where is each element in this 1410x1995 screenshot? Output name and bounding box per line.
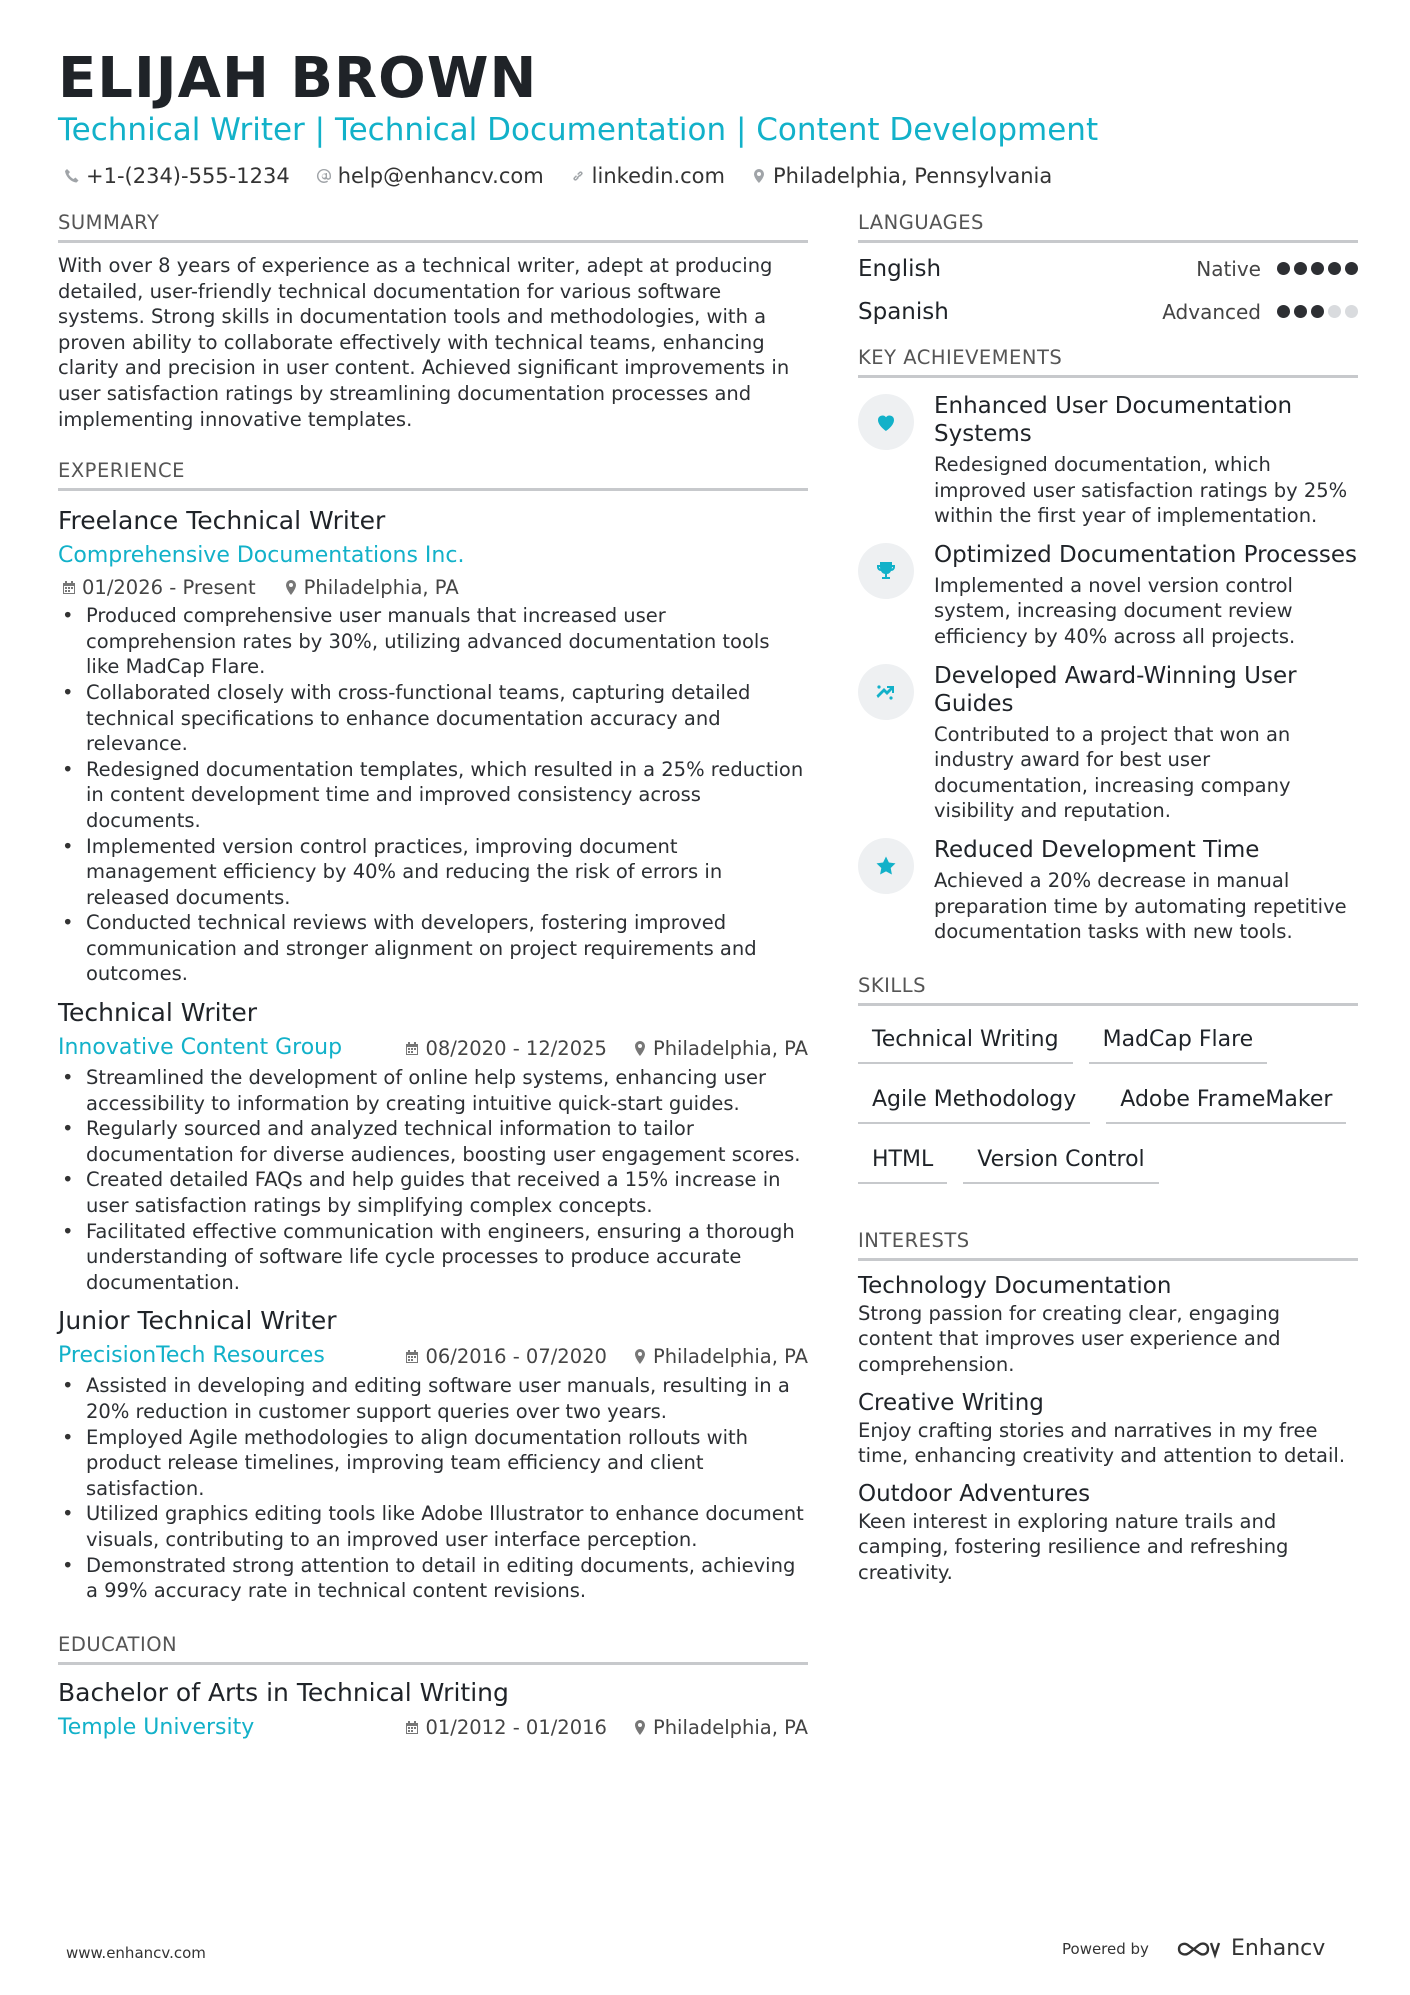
- right-column: [858, 210, 1358, 1585]
- interest-title: Technology Documentation: [858, 1272, 1172, 1299]
- left-column: [58, 210, 808, 1743]
- achievement-desc: Redesigned documentation, which improved user satisfaction ratings by 25% within the first year of implementation.: [934, 453, 1348, 528]
- interests-section: [858, 1228, 1358, 1586]
- job-bullet: • Assisted in developing and editing software user manuals, resulting in a 20% reduction in customer support queries over two years.: [58, 1373, 808, 1424]
- location-pin-icon: [284, 580, 298, 595]
- achievement-item: [858, 836, 1358, 945]
- job-title: Junior Technical Writer: [58, 1306, 337, 1336]
- skill-tag: Adobe FrameMaker: [1106, 1078, 1346, 1124]
- growth-arrow-icon: [874, 680, 898, 704]
- achievement-item: [858, 662, 1358, 824]
- headline: Technical Writer | Technical Documentation | Content Development: [58, 112, 1099, 148]
- calendar-icon: [62, 580, 76, 595]
- skill-tag: MadCap Flare: [1089, 1018, 1268, 1064]
- job-bullet: • Employed Agile methodologies to align documentation rollouts with product release timelines, improving team efficiency and client satisfaction.: [58, 1425, 808, 1502]
- star-icon: [874, 854, 898, 878]
- job-location: Philadelphia, PA: [284, 576, 459, 599]
- job-bullet: • Facilitated effective communication with engineers, ensuring a thorough understanding of software life cycle processes to produce accurate documentation.: [58, 1219, 808, 1296]
- contact-phone: +1-(234)-555-1234: [64, 161, 290, 191]
- job-bullet: • Redesigned documentation templates, which resulted in a 25% reduction in content development time and improved consistency across documents.: [58, 757, 808, 834]
- job-entry: [58, 1305, 808, 1603]
- job-title: Technical Writer: [58, 998, 258, 1028]
- rating-dot-filled: [1311, 262, 1324, 275]
- job-location: Philadelphia, PA: [633, 1345, 808, 1368]
- interest-desc: Enjoy crafting stories and narratives in my free time, enhancing creativity and attention to detail.: [858, 1418, 1346, 1468]
- at-icon: [316, 168, 332, 184]
- job-bullet: • Implemented version control practices, improving document management efficiency by 40% and reducing the risk of errors in released documents.: [58, 834, 808, 911]
- achievement-desc: Contributed to a project that won an industry award for best user documentation, increasing company visibility and reputation.: [934, 722, 1291, 823]
- candidate-name: ELIJAH BROWN: [58, 46, 538, 111]
- skills-section: [858, 973, 1358, 1184]
- job-bullet: • Regularly sourced and analyzed technical information to tailor documentation for diverse audiences, boosting user engagement scores.: [58, 1116, 808, 1167]
- company-name: PrecisionTech Resources: [58, 1343, 325, 1369]
- achievement-title: Optimized Documentation Processes: [934, 541, 1358, 568]
- language-row: [858, 247, 1358, 290]
- skill-tag: Technical Writing: [858, 1018, 1073, 1064]
- location-pin-icon: [751, 168, 767, 184]
- job-bullet: • Created detailed FAQs and help guides that received a 15% increase in user satisfaction ratings by simplifying complex concepts.: [58, 1167, 808, 1218]
- rating-dot-filled: [1277, 305, 1290, 318]
- interest-desc: Keen interest in exploring nature trails and camping, fostering resilience and refreshing creativity.: [858, 1509, 1289, 1584]
- achievement-item: [858, 541, 1358, 650]
- rating-dot-empty: [1345, 305, 1358, 318]
- section-title-education: EDUCATION: [58, 1632, 808, 1665]
- job-bullets: [58, 1373, 808, 1603]
- interest-title: Creative Writing: [858, 1389, 1044, 1416]
- interest-item: [858, 1479, 1358, 1586]
- language-level: Native: [1196, 256, 1261, 281]
- language-rating: [1277, 305, 1358, 318]
- job-dates: 01/2026 - Present: [62, 576, 256, 599]
- brand-logo[interactable]: Enhancv: [1175, 1936, 1325, 1961]
- rating-dot-filled: [1328, 262, 1341, 275]
- section-title-summary: SUMMARY: [58, 210, 808, 243]
- phone-icon: [64, 168, 80, 184]
- section-title-skills: SKILLS: [858, 973, 1358, 1006]
- language-rating: [1277, 262, 1358, 275]
- interest-item: [858, 1388, 1358, 1469]
- enhancv-logo-icon: [1175, 1937, 1221, 1961]
- achievement-desc: Achieved a 20% decrease in manual preparation time by automating repetitive documentation tasks with new tools.: [934, 868, 1347, 944]
- location-pin-icon: [633, 1349, 647, 1364]
- contact-location: Philadelphia, Pennsylvania: [751, 161, 1052, 191]
- location-pin-icon: [633, 1041, 647, 1056]
- interest-title: Outdoor Adventures: [858, 1480, 1091, 1507]
- experience-section: [58, 458, 808, 1604]
- calendar-icon: [405, 1349, 419, 1364]
- footer-website[interactable]: www.enhancv.com: [66, 1944, 206, 1962]
- company-name: Innovative Content Group: [58, 1035, 343, 1061]
- job-bullets: [58, 1065, 808, 1295]
- summary-section: [58, 210, 808, 432]
- school-name: Temple University: [58, 1714, 255, 1740]
- interest-desc: Strong passion for creating clear, engaging content that improves user experience and comprehension.: [858, 1301, 1281, 1376]
- summary-text: With over 8 years of experience as a technical writer, adept at producing detailed, user-friendly technical documentation for various software systems. Strong skills in documentation tools and methodologies, with a proven ability to collaborate effectively with technical teams, enhancing clarity and precision in user content. Achieved significant improvements in user satisfaction ratings by streamlining documentation processes and implementing innovative templates.: [58, 254, 790, 431]
- skills-list: [858, 1018, 1358, 1184]
- language-name: Spanish: [858, 298, 949, 325]
- section-title-experience: EXPERIENCE: [58, 458, 808, 491]
- job-entry: [58, 997, 808, 1295]
- interest-item: [858, 1271, 1358, 1378]
- job-dates: 08/2020 - 12/2025: [405, 1037, 606, 1060]
- achievement-desc: Implemented a novel version control system, increasing document review efficiency by 40% across all projects.: [934, 573, 1296, 648]
- languages-section: [858, 210, 1358, 333]
- contact-linkedin[interactable]: linkedin.com: [570, 161, 725, 191]
- company-name: Comprehensive Documentations Inc.: [58, 543, 465, 569]
- calendar-icon: [405, 1720, 419, 1735]
- achievements-section: [858, 345, 1358, 945]
- education-dates: 01/2012 - 01/2016: [405, 1716, 606, 1739]
- skill-tag: HTML: [858, 1138, 947, 1184]
- rating-dot-filled: [1294, 262, 1307, 275]
- achievement-title: Developed Award-Winning User Guides: [934, 662, 1297, 717]
- job-dates: 06/2016 - 07/2020: [405, 1345, 606, 1368]
- section-title-interests: INTERESTS: [858, 1228, 1358, 1261]
- language-level: Advanced: [1162, 299, 1261, 324]
- education-location: Philadelphia, PA: [633, 1716, 808, 1739]
- job-bullet: • Streamlined the development of online help systems, enhancing user accessibility to information by creating intuitive quick-start guides.: [58, 1065, 808, 1116]
- language-name: English: [858, 255, 942, 282]
- skill-tag: Agile Methodology: [858, 1078, 1090, 1124]
- job-bullets: [58, 603, 808, 987]
- location-pin-icon: [633, 1720, 647, 1735]
- rating-dot-filled: [1311, 305, 1324, 318]
- footer-branding: [1062, 1936, 1325, 1961]
- achievement-item: [858, 392, 1358, 529]
- heart-icon: [874, 410, 898, 434]
- section-title-languages: LANGUAGES: [858, 210, 1358, 243]
- rating-dot-filled: [1345, 262, 1358, 275]
- rating-dot-empty: [1328, 305, 1341, 318]
- skill-tag: Version Control: [963, 1138, 1158, 1184]
- job-title: Freelance Technical Writer: [58, 506, 386, 536]
- job-bullet: • Utilized graphics editing tools like Adobe Illustrator to enhance document visuals, contributing to an improved user interface perception.: [58, 1501, 808, 1552]
- job-bullet: • Produced comprehensive user manuals that increased user comprehension rates by 30%, utilizing advanced documentation tools like MadCap Flare.: [58, 603, 808, 680]
- job-bullet: • Demonstrated strong attention to detail in editing documents, achieving a 99% accuracy rate in technical content revisions.: [58, 1553, 808, 1604]
- calendar-icon: [405, 1041, 419, 1056]
- rating-dot-filled: [1277, 262, 1290, 275]
- job-bullet: • Collaborated closely with cross-functional teams, capturing detailed technical specifications to enhance documentation accuracy and relevance.: [58, 680, 808, 757]
- job-entry: [58, 505, 808, 987]
- achievement-title: Reduced Development Time: [934, 836, 1260, 863]
- powered-by-label: Powered by: [1062, 1939, 1149, 1958]
- rating-dot-filled: [1294, 305, 1307, 318]
- job-location: Philadelphia, PA: [633, 1037, 808, 1060]
- section-title-achievements: KEY ACHIEVEMENTS: [858, 345, 1358, 378]
- trophy-icon: [874, 559, 898, 583]
- language-row: [858, 290, 1358, 333]
- job-bullet: • Conducted technical reviews with developers, fostering improved communication and stronger alignment on project requirements and outcomes.: [58, 910, 808, 987]
- achievement-title: Enhanced User Documentation Systems: [934, 393, 1293, 447]
- degree: Bachelor of Arts in Technical Writing: [58, 1677, 509, 1707]
- contact-bar: [64, 161, 1052, 191]
- contact-email[interactable]: help@enhancv.com: [316, 161, 544, 191]
- education-section: [58, 1632, 808, 1743]
- link-icon: [570, 168, 586, 184]
